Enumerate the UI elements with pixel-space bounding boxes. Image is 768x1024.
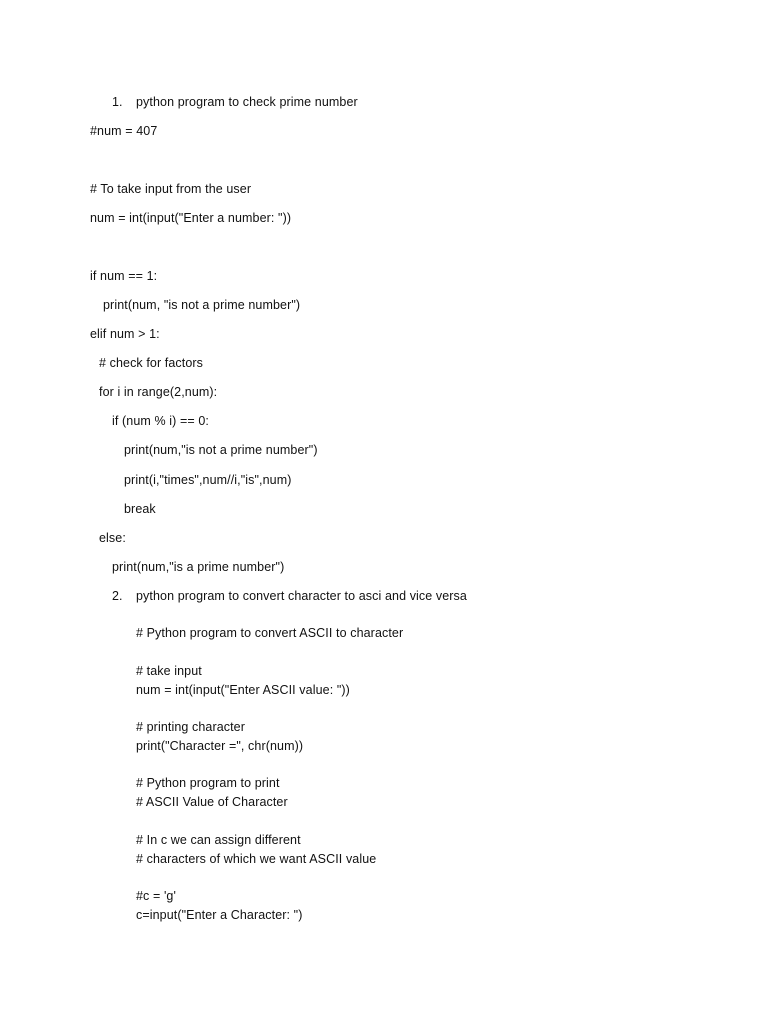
code-line: # take input [136,664,202,678]
section-2-number: 2. [112,589,123,603]
code-line: num = int(input("Enter a number: ")) [90,211,292,225]
code-line: # characters of which we want ASCII value [136,852,377,866]
code-line: # To take input from the user [90,182,252,196]
code-line: if (num % i) == 0: [112,414,209,428]
code-line: # In c we can assign different [136,833,301,847]
code-line: #num = 407 [90,124,158,138]
code-line: # printing character [136,720,246,734]
code-line: print(num,"is not a prime number") [124,443,318,457]
code-line: print(num, "is not a prime number") [103,298,301,312]
code-line: elif num > 1: [90,327,160,341]
code-line: if num == 1: [90,269,158,283]
code-line: break [124,502,156,516]
section-1-number: 1. [112,95,123,109]
code-line: # check for factors [99,356,204,370]
code-line: #c = 'g' [136,889,176,903]
code-line: print("Character =", chr(num)) [136,739,304,753]
section-2-heading: python program to convert character to asci and vice versa [136,589,467,603]
code-line: # Python program to print [136,776,280,790]
code-line: # Python program to convert ASCII to character [136,626,404,640]
section-1-heading: python program to check prime number [136,95,358,109]
code-line: c=input("Enter a Character: ") [136,908,303,922]
code-line: else: [99,531,126,545]
code-line: # ASCII Value of Character [136,795,288,809]
code-line: for i in range(2,num): [99,385,218,399]
code-line: print(i,"times",num//i,"is",num) [124,473,292,487]
code-line: num = int(input("Enter ASCII value: ")) [136,683,350,697]
code-line: print(num,"is a prime number") [112,560,285,574]
